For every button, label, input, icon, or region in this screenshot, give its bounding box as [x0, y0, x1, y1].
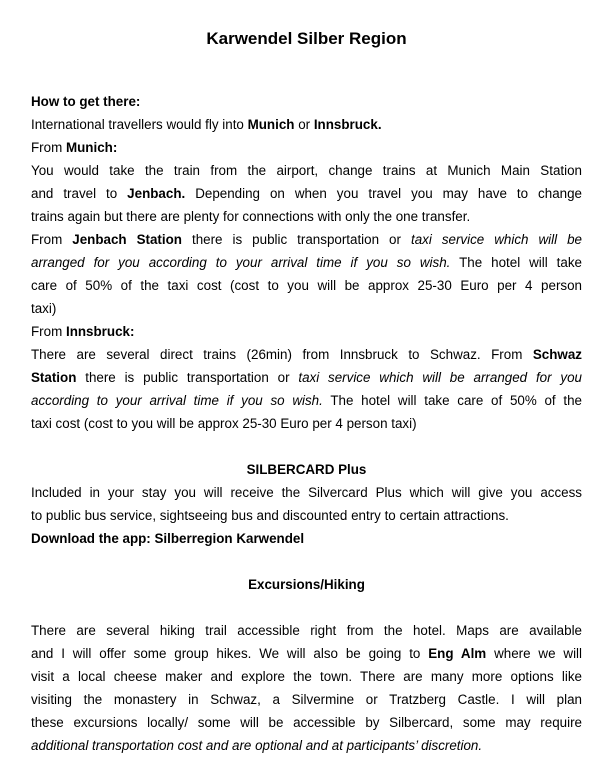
text: and I will offer some group hikes. We will also be going to [31, 646, 429, 661]
munich-line-1: You would take the train from the airport, change trains at Munich Main Station [31, 163, 582, 178]
how-to-heading: How to get there: [31, 94, 141, 109]
text: From [31, 140, 66, 155]
silbercard-heading: SILBERCARD Plus [246, 462, 367, 477]
innsbruck-bold: Innsbruck: [65, 324, 135, 339]
excursions-section [31, 573, 582, 757]
excursions-line-2 [31, 642, 582, 665]
text: there is public transportation or [76, 370, 299, 385]
innsbruck-line-2 [31, 366, 582, 389]
from-innsbruck-heading [31, 320, 582, 343]
munich-line-2 [31, 182, 582, 205]
text: The hotel will take [450, 255, 582, 270]
page-title: Karwendel Silber Region [206, 29, 407, 48]
innsbruck-line-4: taxi cost (cost to you will be approx 25-30 Euro per 4 person taxi) [31, 416, 417, 431]
innsbruck-line-1 [31, 343, 582, 366]
text: There are several direct trains (26min) from Innsbruck to Schwaz. From [31, 347, 533, 362]
download-app-line: Download the app: Silberregion Karwendel [31, 531, 305, 546]
excursions-line-6: additional transportation cost and are optional and at participants’ discretion. [31, 738, 483, 753]
station-bold: Station [31, 370, 77, 385]
silbercard-line-2: to public bus service, sightseeing bus and discounted entry to certain attractions. [31, 508, 509, 523]
text: and travel to [31, 186, 128, 201]
excursions-heading: Excursions/Hiking [248, 577, 365, 592]
eng-alm-bold: Eng Alm [428, 646, 487, 661]
munich-bold: Munich [247, 117, 295, 132]
italic-text: arranged for you according to your arrival time if you so wish. [31, 255, 451, 270]
innsbruck-line-3 [31, 389, 582, 412]
jenbach-bold: Jenbach. [127, 186, 186, 201]
excursions-line-4: visiting the monastery in Schwaz, a Silvermine or Tratzberg Castle. I will plan [31, 692, 582, 707]
silbercard-line-1: Included in your stay you will receive the Silvercard Plus which will give you access [31, 485, 582, 500]
how-to-section [31, 90, 582, 435]
innsbruck-bold: Innsbruck. [313, 117, 382, 132]
italic-text: according to your arrival time if you so wish. [31, 393, 323, 408]
text: or [294, 117, 314, 132]
excursions-line-1: There are several hiking trail accessible right from the hotel. Maps are available [31, 623, 582, 638]
munich-line-3: trains again but there are plenty for connections with only the one transfer. [31, 209, 471, 224]
document-page [31, 28, 582, 757]
munich-line-4 [31, 228, 582, 251]
munich-bold: Munich: [65, 140, 118, 155]
text: From [31, 232, 73, 247]
silbercard-section [31, 458, 582, 550]
text: International travellers would fly into [31, 117, 248, 132]
text: The hotel will take care of 50% of the [322, 393, 582, 408]
excursions-line-3: visit a local cheese maker and explore the town. There are many more options like [31, 669, 582, 684]
text: Depending on when you travel you may have to change [185, 186, 582, 201]
from-munich-heading [31, 136, 582, 159]
munich-line-6: care of 50% of the taxi cost (cost to you will be approx 25-30 Euro per 4 person [31, 278, 582, 293]
munich-line-7: taxi) [31, 301, 57, 316]
text: where we will [486, 646, 582, 661]
munich-line-5 [31, 251, 582, 274]
italic-text: taxi service which will be [410, 232, 582, 247]
text: From [31, 324, 66, 339]
jenbach-station-bold: Jenbach Station [72, 232, 182, 247]
excursions-line-5: these excursions locally/ some will be accessible by Silbercard, some may require [31, 715, 582, 730]
italic-text: taxi service which will be arranged for you [298, 370, 582, 385]
schwaz-bold: Schwaz [532, 347, 582, 362]
intl-line [31, 113, 582, 136]
text: there is public transportation or [181, 232, 411, 247]
